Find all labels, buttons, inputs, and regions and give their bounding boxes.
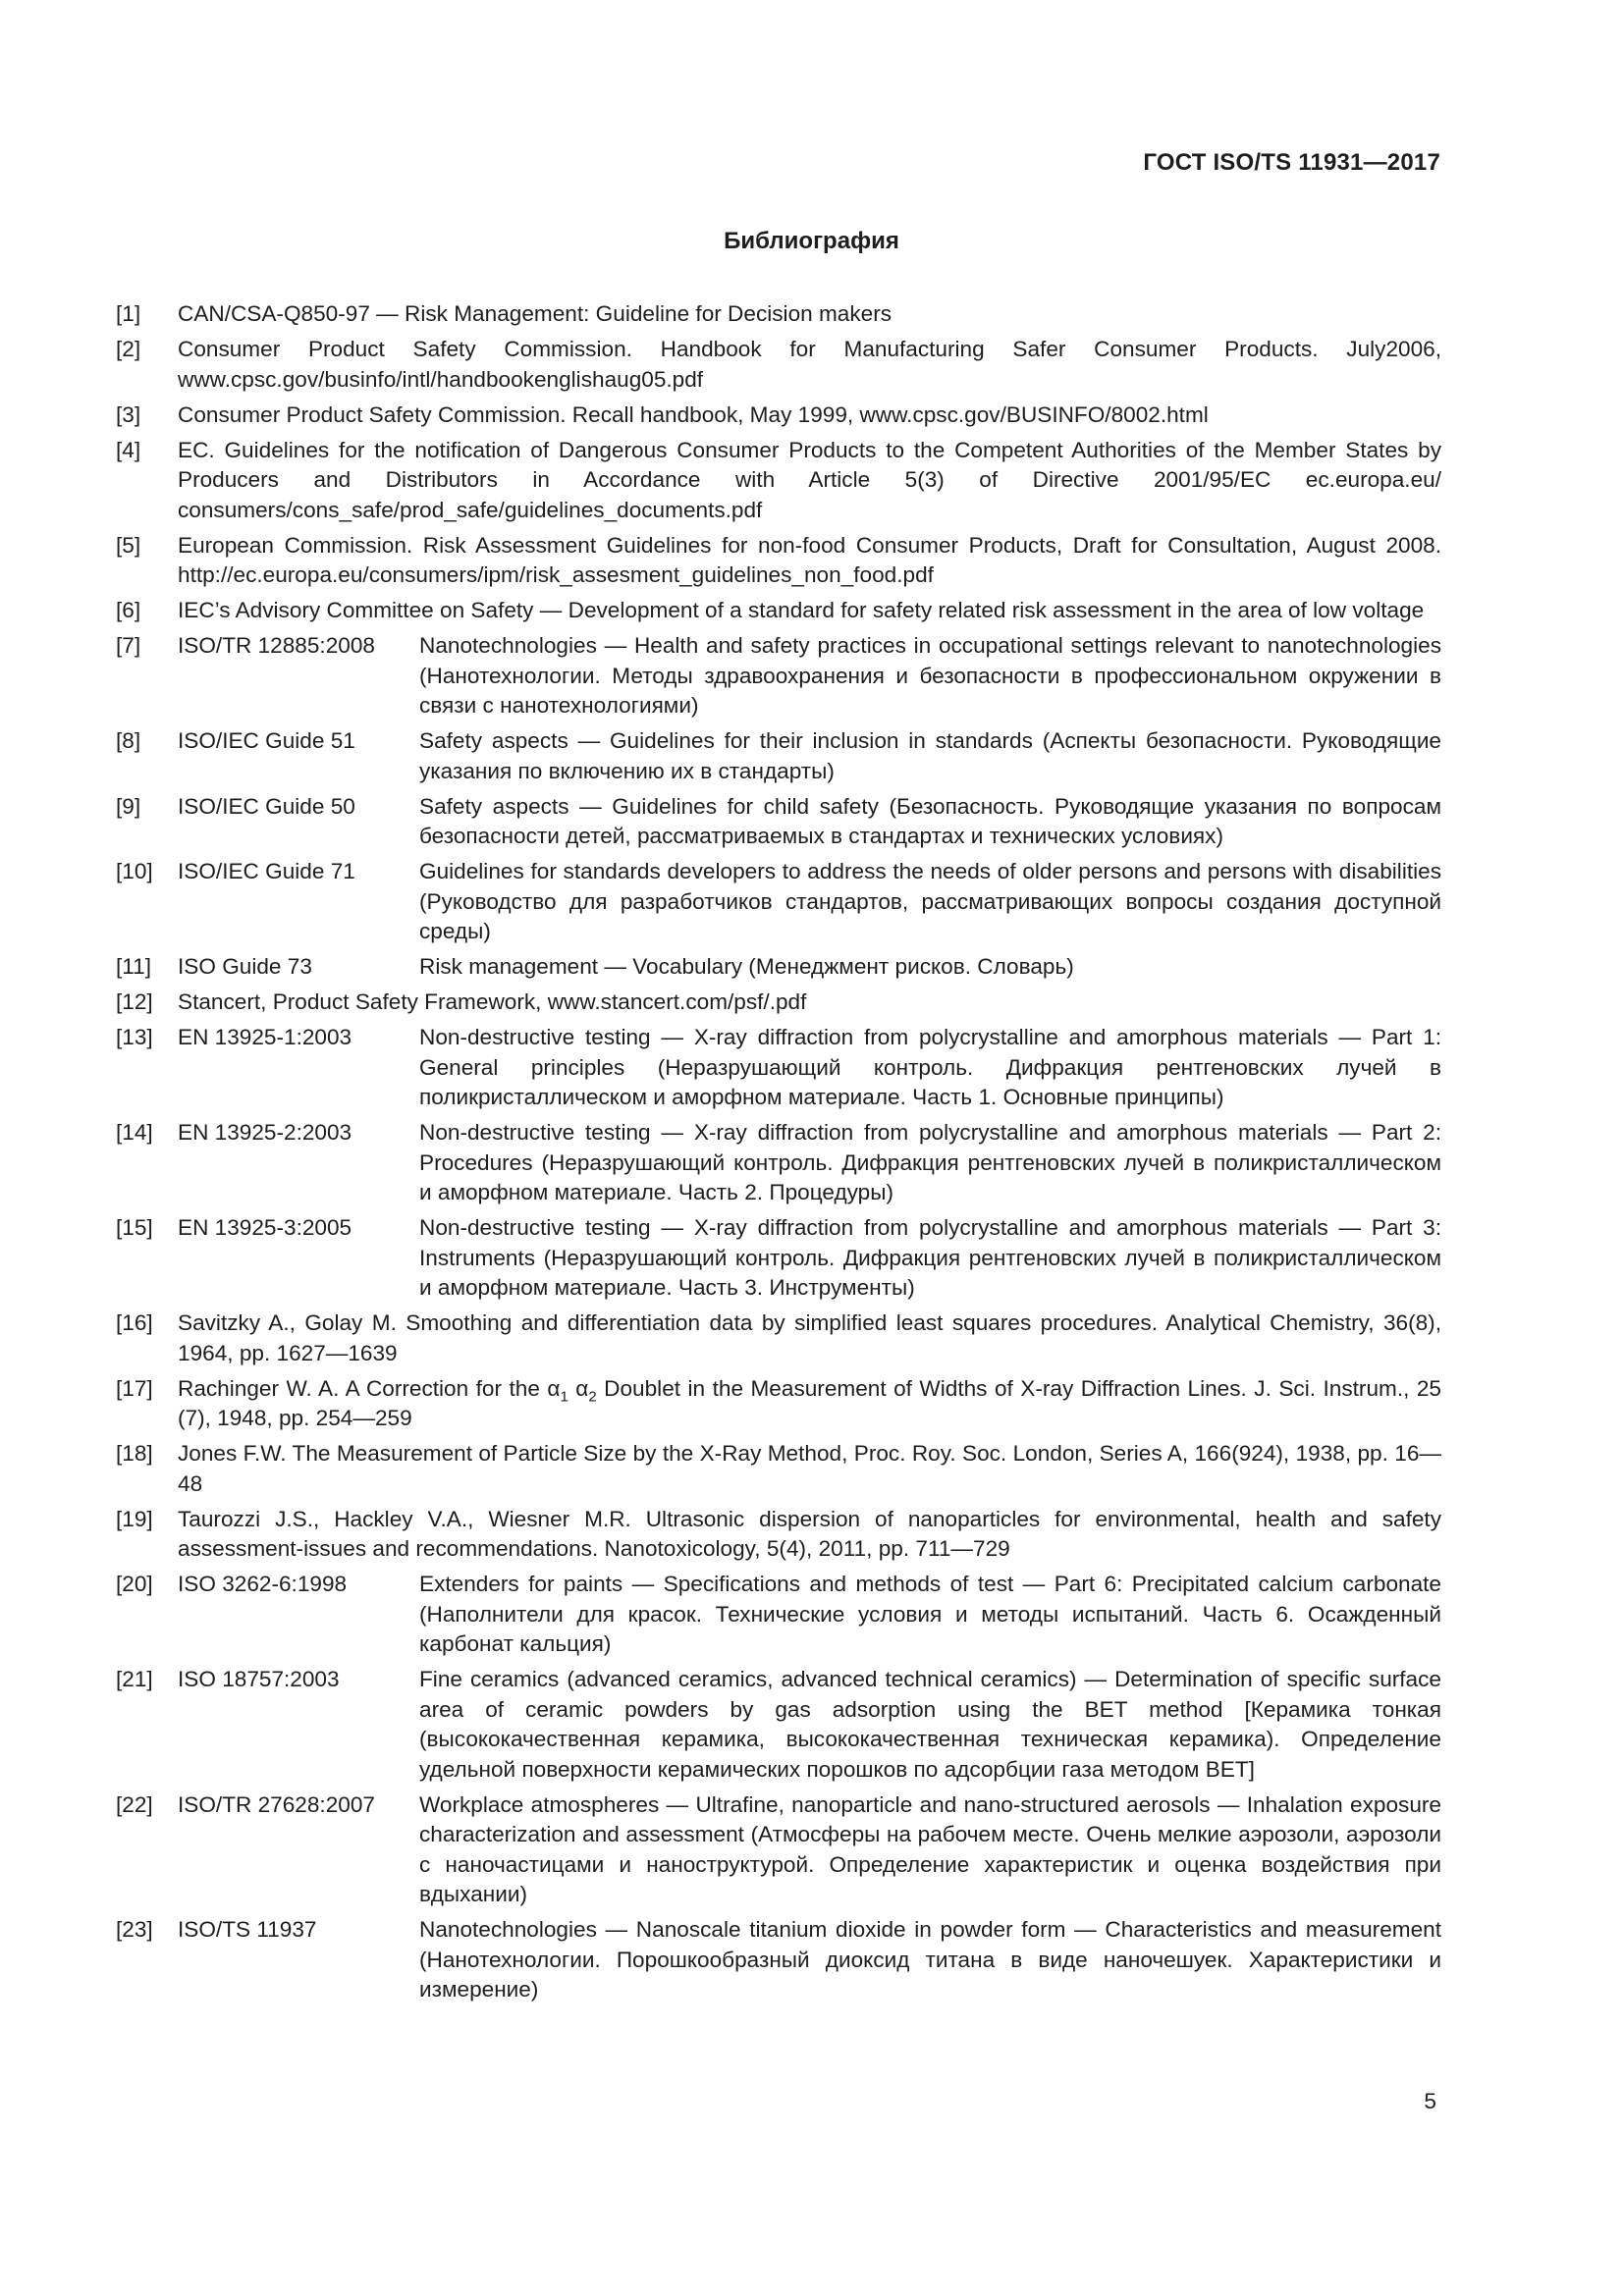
reference-entry <box>116 1665 1441 1785</box>
reference-number: [12] <box>116 989 153 1014</box>
reference-code: ISO/IEC Guide 51 <box>178 728 355 753</box>
reference-description: Extenders for paints — Specifications and methods of test — Part 6: Precipitated calcium carbonate (Наполнители для красок. Технические условия и методы испытаний. Часть 6. Осажденный карбонат кальция) <box>419 1572 1441 1656</box>
reference-number: [7] <box>116 633 141 658</box>
reference-description: Safety aspects — Guidelines for their inclusion in standards (Аспекты безопасности. Руководящие указания по включению их в стандарты) <box>419 728 1441 783</box>
reference-entry <box>116 400 1441 431</box>
reference-number: [22] <box>116 1791 153 1817</box>
reference-description: Guidelines for standards developers to address the needs of older persons and persons with disabilities (Руководство для разработчиков стандартов, рассматривающих вопросы создания доступной среды) <box>419 859 1441 943</box>
reference-code: ISO/TR 12885:2008 <box>178 633 375 658</box>
reference-entry <box>116 299 1441 330</box>
reference-entry <box>116 1213 1441 1304</box>
reference-entry <box>116 726 1441 786</box>
reference-number: [20] <box>116 1572 153 1596</box>
reference-entry <box>116 792 1441 852</box>
reference-entry <box>116 1308 1441 1368</box>
reference-description: Non-destructive testing — X-ray diffraction from polycrystalline and amorphous materials — Part 2: Procedures (Неразрушающий контроль. Дифракция рентгеновских лучей в поликристаллическом и аморфном материале. Часть 2. Процедуры) <box>419 1120 1441 1204</box>
reference-number: [11] <box>116 954 152 979</box>
reference-entry <box>116 1439 1441 1499</box>
reference-entry <box>116 1374 1441 1434</box>
reference-number: [6] <box>116 598 141 622</box>
reference-entry <box>116 857 1441 947</box>
reference-code: ISO 18757:2003 <box>178 1667 340 1691</box>
reference-text-part: Rachinger W. A. A Correction for the α <box>178 1375 561 1401</box>
reference-text-part: Doublet in the Measurement of Widths of X-ray Diffraction Lines. J. Sci. Instrum., 25 (7), 1948, pp. 254—259 <box>178 1375 1441 1430</box>
reference-text: Jones F.W. The Measurement of Particle Size by the X-Ray Method, Proc. Roy. Soc. London, Series A, 166(924), 1938, pp. 16—48 <box>178 1441 1441 1496</box>
reference-number: [2] <box>116 337 141 361</box>
reference-number: [15] <box>116 1215 153 1240</box>
reference-entry <box>116 1790 1441 1910</box>
reference-text: Taurozzi J.S., Hackley V.A., Wiesner M.R. Ultrasonic dispersion of nanoparticles for environmental, health and safety assessment-issues and recommendations. Nanotoxicology, 5(4), 2011, pp. 711—729 <box>178 1506 1441 1561</box>
reference-description: Nanotechnologies — Nanoscale titanium dioxide in powder form — Characteristics and measurement (Нанотехнологии. Порошкообразный диоксид титана в виде наночешуек. Характеристики и измерение) <box>419 1917 1441 2002</box>
reference-description: Fine ceramics (advanced ceramics, advanced technical ceramics) — Determination of specific surface area of ceramic powders by gas adsorption using the BET method [Керамика тонкая (высококачественная керамика, высококачественная техническая керамика). Определение удельной поверхности керамических порошков по адсорбции газа методом BET] <box>419 1667 1441 1782</box>
reference-number: [8] <box>116 728 141 753</box>
bibliography-list <box>116 299 1441 2010</box>
reference-entry <box>116 1505 1441 1565</box>
reference-entry <box>116 631 1441 721</box>
reference-text <box>178 1374 1441 1434</box>
reference-code: ISO/IEC Guide 71 <box>178 859 355 883</box>
reference-number: [13] <box>116 1025 153 1049</box>
standard-header: ГОСТ ISO/TS 11931—2017 <box>1143 149 1440 176</box>
reference-number: [10] <box>116 859 153 883</box>
reference-entry <box>116 335 1441 395</box>
reference-code: ISO 3262-6:1998 <box>178 1572 348 1596</box>
reference-entry <box>116 1570 1441 1660</box>
reference-description: Workplace atmospheres — Ultrafine, nanoparticle and nano-structured aerosols — Inhalation exposure characterization and assessment (Атмосферы на рабочем месте. Очень мелкие аэрозоли, аэрозоли с наночастицами и наноструктурой. Определение характеристик и оценка воздействия при вдыхании) <box>419 1791 1441 1906</box>
reference-text: CAN/CSA-Q850-97 — Risk Management: Guideline for Decision makers <box>178 301 893 326</box>
bibliography-title: Библиография <box>724 228 899 254</box>
page-number: 5 <box>1424 2089 1436 2113</box>
reference-text: European Commission. Risk Assessment Guidelines for non-food Consumer Products, Draft for Consultation, August 2008. http://ec.europa.eu/consumers/ipm/risk_assesment_guidelines_non_food.pdf <box>178 532 1441 587</box>
reference-number: [14] <box>116 1120 153 1145</box>
reference-entry <box>116 596 1441 626</box>
reference-text: Stancert, Product Safety Framework, www.stancert.com/psf/.pdf <box>178 989 807 1014</box>
reference-number: [18] <box>116 1441 153 1466</box>
reference-number: [16] <box>116 1310 153 1335</box>
reference-number: [5] <box>116 532 141 558</box>
reference-text: EC. Guidelines for the notification of Dangerous Consumer Products to the Competent Authorities of the Member States by Producers and Distributors in Accordance with Article 5(3) of Directive 2001/95/EC ec.europa.eu/ consumers/cons_safe/prod_safe/guidelines_documents.pdf <box>178 437 1441 522</box>
reference-description: Non-destructive testing — X-ray diffraction from polycrystalline and amorphous materials — Part 1: General principles (Неразрушающий контроль. Дифракция рентгеновских лучей в поликристаллическом и аморфном материале. Часть 1. Основные принципы) <box>419 1025 1441 1109</box>
reference-entry <box>116 952 1441 983</box>
reference-text-part: α <box>568 1375 589 1401</box>
reference-entry <box>116 436 1441 526</box>
reference-code: ISO Guide 73 <box>178 954 312 979</box>
reference-number: [17] <box>116 1375 153 1401</box>
reference-description: Non-destructive testing — X-ray diffraction from polycrystalline and amorphous materials — Part 3: Instruments (Неразрушающий контроль. Дифракция рентгеновских лучей в поликристаллическом и аморфном материале. Часть 3. Инструменты) <box>419 1215 1441 1300</box>
reference-number: [19] <box>116 1506 153 1531</box>
reference-text: Consumer Product Safety Commission. Handbook for Manufacturing Safer Consumer Products. July2006, www.cpsc.gov/businfo/intl/handbookenglishaug05.pdf <box>178 337 1441 392</box>
subscript: 1 <box>560 1388 568 1406</box>
reference-number: [21] <box>116 1667 153 1691</box>
reference-code: ISO/IEC Guide 50 <box>178 793 355 819</box>
reference-description: Nanotechnologies — Health and safety practices in occupational settings relevant to nanotechnologies (Нанотехнологии. Методы здравоохранения и безопасности в профессиональном окружении в связи с нанотехнологиями) <box>419 633 1441 718</box>
subscript: 2 <box>588 1388 597 1406</box>
reference-code: EN 13925-3:2005 <box>178 1215 352 1240</box>
reference-entry <box>116 988 1441 1018</box>
reference-number: [1] <box>116 301 141 326</box>
reference-code: ISO/TS 11937 <box>178 1917 317 1942</box>
reference-code: EN 13925-1:2003 <box>178 1025 352 1049</box>
reference-entry <box>116 1915 1441 2005</box>
reference-number: [23] <box>116 1917 153 1942</box>
reference-entry <box>116 1023 1441 1113</box>
reference-entry <box>116 1118 1441 1208</box>
reference-text: Consumer Product Safety Commission. Recall handbook, May 1999, www.cpsc.gov/BUSINFO/8002.html <box>178 401 1209 427</box>
reference-description: Safety aspects — Guidelines for child safety (Безопасность. Руководящие указания по вопросам безопасности детей, рассматриваемых в стандартах и технических условиях) <box>419 793 1441 848</box>
reference-number: [4] <box>116 437 141 462</box>
reference-text: IEC’s Advisory Committee on Safety — Development of a standard for safety related risk assessment in the area of low voltage <box>178 598 1425 622</box>
reference-description: Risk management — Vocabulary (Менеджмент рисков. Словарь) <box>419 954 1074 979</box>
reference-code: ISO/TR 27628:2007 <box>178 1791 375 1817</box>
reference-number: [9] <box>116 793 141 819</box>
reference-entry <box>116 531 1441 591</box>
reference-code: EN 13925-2:2003 <box>178 1120 352 1145</box>
reference-text: Savitzky A., Golay M. Smoothing and differentiation data by simplified least squares procedures. Analytical Chemistry, 36(8), 1964, pp. 1627—1639 <box>178 1310 1441 1365</box>
reference-number: [3] <box>116 401 141 427</box>
